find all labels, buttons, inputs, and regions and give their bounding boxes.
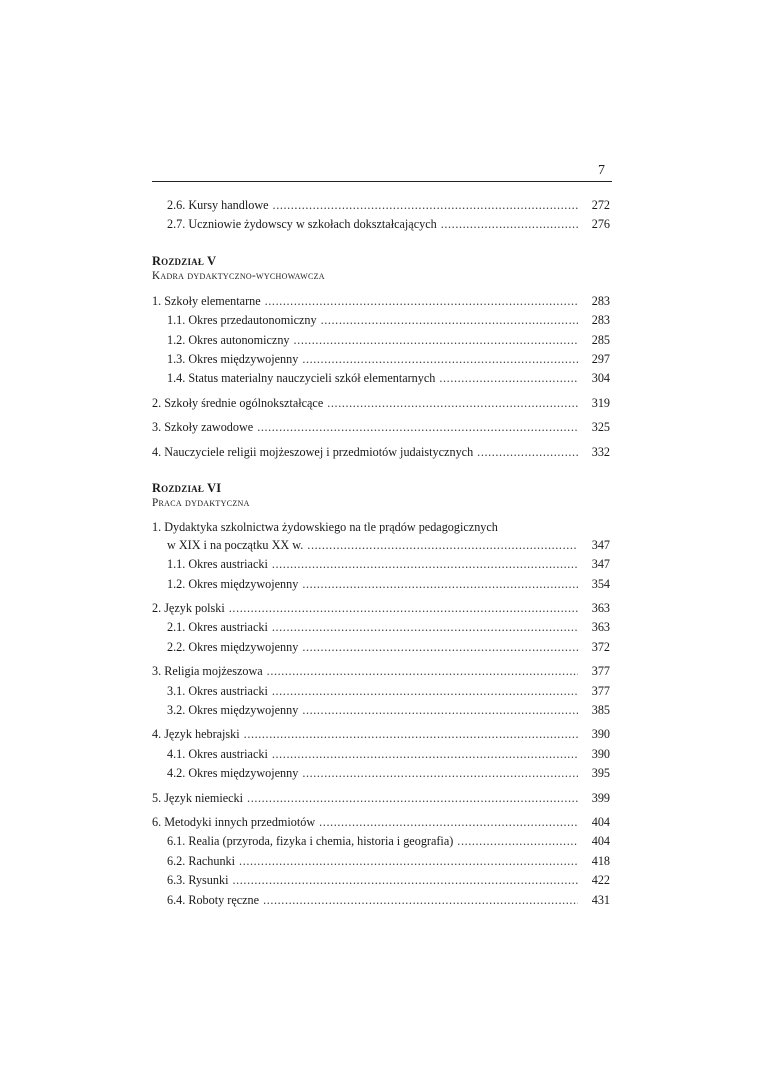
dot-leader	[244, 725, 578, 744]
toc-entry-line	[152, 519, 610, 536]
toc-entry	[152, 789, 610, 808]
toc-entry	[152, 575, 610, 594]
toc-entry	[152, 638, 610, 657]
dot-leader	[257, 418, 578, 437]
toc-entry-page: 283	[591, 293, 610, 308]
dot-leader	[327, 394, 578, 413]
toc-entry	[152, 369, 610, 388]
toc-entry-title: 6. Metodyki innych przedmiotów	[152, 814, 316, 829]
table-of-contents	[152, 196, 610, 910]
toc-entry	[152, 852, 610, 871]
dot-leader	[265, 292, 578, 311]
toc-entry	[152, 196, 610, 215]
toc-entry-title: 3. Religia mojżeszowa	[152, 664, 263, 679]
toc-entry-page: 399	[591, 790, 610, 805]
toc-entry-title: 1. Szkoły elementarne	[152, 293, 261, 308]
toc-entry-title: 1.3. Okres międzywojenny	[167, 351, 299, 366]
toc-entry-title: 4.2. Okres międzywojenny	[167, 766, 299, 781]
toc-entry-page: 276	[591, 217, 610, 232]
toc-entry-title-cont: w XIX i na początku XX w.	[167, 537, 304, 552]
toc-entry	[152, 292, 610, 311]
dot-leader	[477, 443, 578, 462]
dot-leader	[321, 311, 578, 330]
toc-entry	[152, 891, 610, 910]
toc-entry-page: 347	[591, 537, 610, 552]
toc-entry	[152, 871, 610, 890]
dot-leader	[232, 871, 578, 890]
toc-entry	[152, 725, 610, 744]
dot-leader	[319, 813, 578, 832]
dot-leader	[239, 852, 578, 871]
toc-entry-page: 390	[591, 727, 610, 742]
toc-entry-title: 2.7. Uczniowie żydowscy w szkołach dokształcających	[167, 217, 437, 232]
toc-entry	[152, 555, 610, 574]
toc-entry	[152, 350, 610, 369]
toc-entry	[152, 764, 610, 783]
dot-leader	[229, 599, 578, 618]
toc-entry	[152, 418, 610, 437]
toc-entry-title: 1.1. Okres przedautonomiczny	[167, 313, 317, 328]
dot-leader	[273, 196, 578, 215]
toc-entry-page: 354	[591, 576, 610, 591]
toc-entry-title: 2.6. Kursy handlowe	[167, 198, 269, 212]
header-rule	[152, 181, 612, 182]
toc-entry	[152, 745, 610, 764]
toc-entry-page: 272	[591, 198, 610, 212]
toc-entry-title: 1.4. Status materialny nauczycieli szkół elementarnych	[167, 371, 436, 386]
toc-entry	[152, 215, 610, 234]
toc-entry-title: 3.2. Okres międzywojenny	[167, 703, 299, 718]
toc-entry-page: 297	[591, 351, 610, 366]
dot-leader	[307, 536, 578, 555]
toc-entry	[152, 536, 610, 555]
toc-entry-page: 363	[591, 601, 610, 616]
chapter-subtitle: Praca dydaktyczna	[152, 496, 250, 509]
toc-entry-title: 1.2. Okres międzywojenny	[167, 576, 299, 591]
toc-entry	[152, 331, 610, 350]
toc-entry-title: 2.1. Okres austriacki	[167, 620, 268, 635]
toc-entry-title: 2. Język polski	[152, 601, 225, 616]
toc-entry-page: 385	[591, 703, 610, 718]
toc-entry-title: 4.1. Okres austriacki	[167, 746, 268, 761]
toc-entry-title: 5. Język niemiecki	[152, 790, 244, 805]
toc-entry-title: 1.1. Okres austriacki	[167, 557, 268, 572]
toc-entry-title: 6.1. Realia (przyroda, fizyka i chemia, historia i geografia)	[167, 834, 454, 849]
toc-entry-page: 418	[591, 853, 610, 868]
toc-entry	[152, 682, 610, 701]
toc-entry	[152, 443, 610, 462]
toc-entry-title: 6.4. Roboty ręczne	[167, 892, 260, 907]
toc-entry	[152, 618, 610, 637]
dot-leader	[272, 618, 578, 637]
dot-leader	[294, 331, 578, 350]
toc-entry-page: 363	[591, 620, 610, 635]
chapter-heading: Rozdział V	[152, 253, 217, 268]
toc-entry-title: 4. Nauczyciele religii mojżeszowej i przedmiotów judaistycznych	[152, 444, 474, 459]
dot-leader	[302, 701, 578, 720]
toc-entry-page: 404	[591, 814, 610, 829]
toc-entry-title: 6.3. Rysunki	[167, 873, 229, 888]
toc-entry	[152, 311, 610, 330]
toc-entry-page: 390	[591, 746, 610, 761]
toc-entry-title: 4. Język hebrajski	[152, 727, 240, 742]
toc-entry	[152, 832, 610, 851]
dot-leader	[302, 575, 578, 594]
toc-entry-page: 325	[591, 420, 610, 435]
toc-entry-title: 6.2. Rachunki	[167, 853, 236, 868]
toc-entry	[152, 701, 610, 720]
toc-entry-title: 1. Dydaktyka szkolnictwa żydowskiego na tle prądów pedagogicznych	[152, 519, 498, 534]
toc-entry-page: 304	[591, 371, 610, 386]
toc-entry	[152, 662, 610, 681]
toc-entry-page: 395	[591, 766, 610, 781]
dot-leader	[302, 638, 578, 657]
toc-entry-title: 3.1. Okres austriacki	[167, 683, 268, 698]
dot-leader	[302, 350, 578, 369]
toc-entry-page: 283	[591, 313, 610, 328]
dot-leader	[272, 555, 578, 574]
toc-entry-page: 377	[591, 683, 610, 698]
dot-leader	[439, 369, 578, 388]
toc-entry	[152, 813, 610, 832]
toc-entry-title: 3. Szkoły zawodowe	[152, 420, 254, 435]
dot-leader	[272, 745, 578, 764]
toc-entry-page: 404	[591, 834, 610, 849]
dot-leader	[302, 764, 578, 783]
toc-entry-page: 285	[591, 332, 610, 347]
chapter-heading: Rozdział VI	[152, 480, 222, 495]
toc-entry-page: 347	[591, 557, 610, 572]
toc-entry-title: 1.2. Okres autonomiczny	[167, 332, 290, 347]
toc-entry-page: 431	[591, 892, 610, 907]
dot-leader	[267, 662, 578, 681]
chapter-subtitle: Kadra dydaktyczno-wychowawcza	[152, 269, 325, 282]
dot-leader	[441, 215, 578, 234]
dot-leader	[457, 832, 578, 851]
toc-entry-page: 319	[591, 395, 610, 410]
toc-entry-page: 422	[591, 873, 610, 888]
toc-entry-title: 2. Szkoły średnie ogólnokształcące	[152, 395, 324, 410]
dot-leader	[263, 891, 578, 910]
toc-entry-page: 372	[591, 639, 610, 654]
dot-leader	[272, 682, 578, 701]
toc-entry-title: 2.2. Okres międzywojenny	[167, 639, 299, 654]
toc-entry-page: 377	[591, 664, 610, 679]
toc-entry	[152, 599, 610, 618]
dot-leader	[247, 789, 578, 808]
page-number: 7	[598, 163, 605, 178]
toc-entry	[152, 394, 610, 413]
toc-entry-page: 332	[591, 444, 610, 459]
